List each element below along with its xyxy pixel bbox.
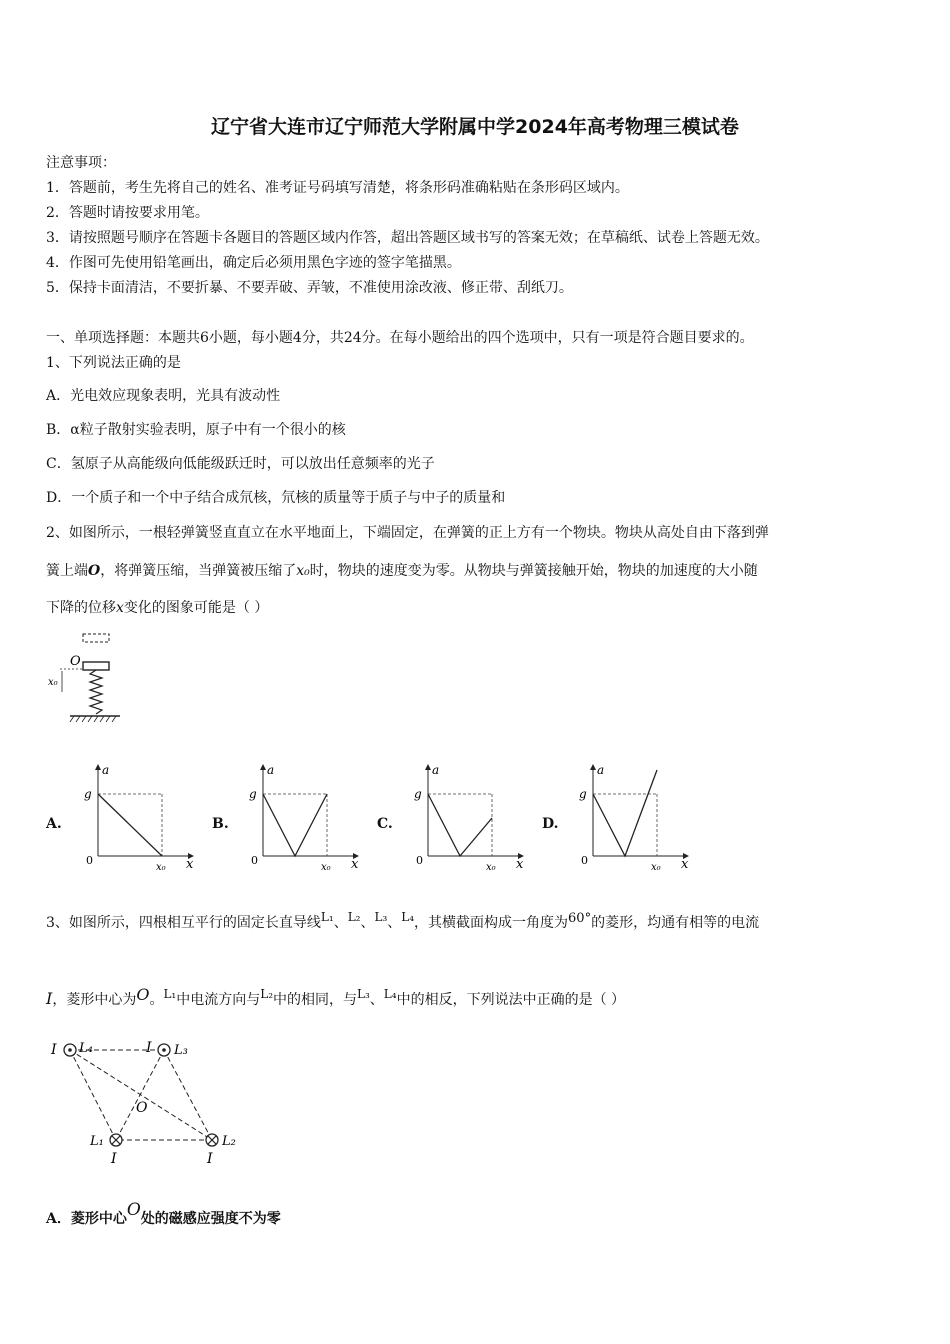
graph-a	[80, 760, 200, 876]
y-axis-arrow	[260, 764, 266, 770]
fig-label-l2: L₂	[222, 1134, 236, 1149]
graph-curve	[593, 770, 657, 856]
y-axis-arrow	[425, 764, 431, 770]
q2-option-b-label: B.	[212, 816, 229, 832]
graph-curve	[428, 794, 492, 856]
q2-line-3: 下降的位移x变化的图象可能是（ ）	[46, 600, 269, 616]
tick-label-g: g	[84, 787, 92, 801]
block	[83, 662, 109, 670]
fig-label-l4: L₄	[79, 1041, 93, 1056]
q2-option-a-label: A.	[46, 816, 62, 832]
section-heading: 一、单项选择题：本题共6小题，每小题4分，共24分。在每小题给出的四个选项中，只有一项是符合题目要求的。	[46, 330, 754, 346]
axis-label-x: x	[186, 857, 194, 872]
fig-i-l3: I	[146, 1040, 152, 1056]
q2-option-c-label: C.	[377, 816, 393, 832]
q1-option-b: B．α粒子散射实验表明，原子中有一个很小的核	[46, 422, 346, 438]
axis-label-x: x	[516, 857, 524, 872]
axis-label-a: a	[597, 763, 605, 777]
fig-i-l1: I	[111, 1151, 117, 1167]
rhombus-figure	[46, 1030, 256, 1170]
tick-label-g: g	[579, 787, 587, 801]
origin-label: 0	[416, 854, 423, 867]
q1-option-c: C．氢原子从高能级向低能级跃迁时，可以放出任意频率的光子	[46, 456, 435, 472]
axis-label-a: a	[102, 763, 110, 777]
y-axis-arrow	[95, 764, 101, 770]
q3-line-1: 3、如图所示，四根相互平行的固定长直导线L₁、L₂、L₃、L₄，其横截面构成一角度为60°的菱形，均通有相等的电流	[46, 910, 760, 931]
fig-label-o: O	[70, 654, 81, 669]
notice-item-5: 5．保持卡面清洁，不要折暴、不要弄破、弄皱，不准使用涂改液、修正带、刮纸刀。	[46, 280, 573, 296]
wire-l2	[206, 1134, 218, 1146]
tick-label-g: g	[249, 787, 257, 801]
graph-curve	[263, 794, 327, 856]
graph-d	[575, 760, 695, 876]
fig-label-x0: x₀	[48, 677, 58, 688]
fig-label-l3: L₃	[174, 1043, 188, 1058]
wire-l1	[110, 1134, 122, 1146]
page-title: 辽宁省大连市辽宁师范大学附属中学2024年高考物理三模试卷	[211, 116, 739, 138]
origin-label: 0	[251, 854, 258, 867]
tick-label-x0: x₀	[486, 862, 496, 873]
wire-l3	[158, 1044, 170, 1056]
graph-b	[245, 760, 365, 876]
axis-label-x: x	[351, 857, 359, 872]
q1-option-d: D．一个质子和一个中子结合成氘核，氘核的质量等于质子与中子的质量和	[46, 490, 506, 506]
q2-line-2: 簧上端O，将弹簧压缩，当弹簧被压缩了x₀时，物块的速度变为零。从物块与弹簧接触开始，物块的加速度的大小随	[46, 563, 758, 579]
notice-heading: 注意事项：	[46, 155, 116, 171]
spring-figure	[40, 628, 130, 728]
block-dashed	[83, 634, 109, 642]
notice-item-3: 3．请按照题号顺序在答题卡各题目的答题区域内作答，超出答题区域书写的答案无效；在草稿纸、试卷上答题无效。	[46, 230, 769, 246]
tick-label-x0: x₀	[651, 862, 661, 873]
fig-i-l2: I	[207, 1151, 213, 1167]
axis-label-a: a	[267, 763, 275, 777]
fig-i-l4: I	[51, 1042, 57, 1058]
fig-label-o: O	[136, 1100, 148, 1116]
q3-line-2: I，菱形中心为O。L₁中电流方向与L₂中的相同，与L₃、L₄中的相反，下列说法中正确的是（ ）	[46, 985, 626, 1008]
q2-line-1: 2、如图所示，一根轻弹簧竖直直立在水平地面上，下端固定，在弹簧的正上方有一个物块。物块从高处自由下落到弹	[46, 525, 769, 541]
origin-label: 0	[86, 854, 93, 867]
notice-item-1: 1．答题前，考生先将自己的姓名、准考证号码填写清楚，将条形码准确粘贴在条形码区域内。	[46, 180, 629, 196]
tick-label-x0: x₀	[156, 862, 166, 873]
axis-label-a: a	[432, 763, 440, 777]
notice-item-2: 2．答题时请按要求用笔。	[46, 205, 209, 221]
graph-curve	[98, 794, 162, 856]
q1-stem: 1、下列说法正确的是	[46, 355, 181, 371]
axis-label-x: x	[681, 857, 689, 872]
q2-option-d-label: D.	[542, 816, 559, 832]
graph-c	[410, 760, 530, 876]
y-axis-arrow	[590, 764, 596, 770]
ground-hatch	[70, 716, 116, 722]
rhombus-lines	[70, 1050, 212, 1140]
tick-label-x0: x₀	[321, 862, 331, 873]
q3-option-a: A．菱形中心O处的磁感应强度不为零	[46, 1200, 281, 1227]
tick-label-g: g	[414, 787, 422, 801]
wire-l4	[64, 1044, 76, 1056]
notice-item-4: 4．作图可先使用铅笔画出，确定后必须用黑色字迹的签字笔描黑。	[46, 255, 461, 271]
fig-label-l1: L₁	[90, 1134, 104, 1149]
origin-label: 0	[581, 854, 588, 867]
q1-option-a: A．光电效应现象表明，光具有波动性	[46, 388, 281, 404]
spring	[90, 670, 102, 714]
